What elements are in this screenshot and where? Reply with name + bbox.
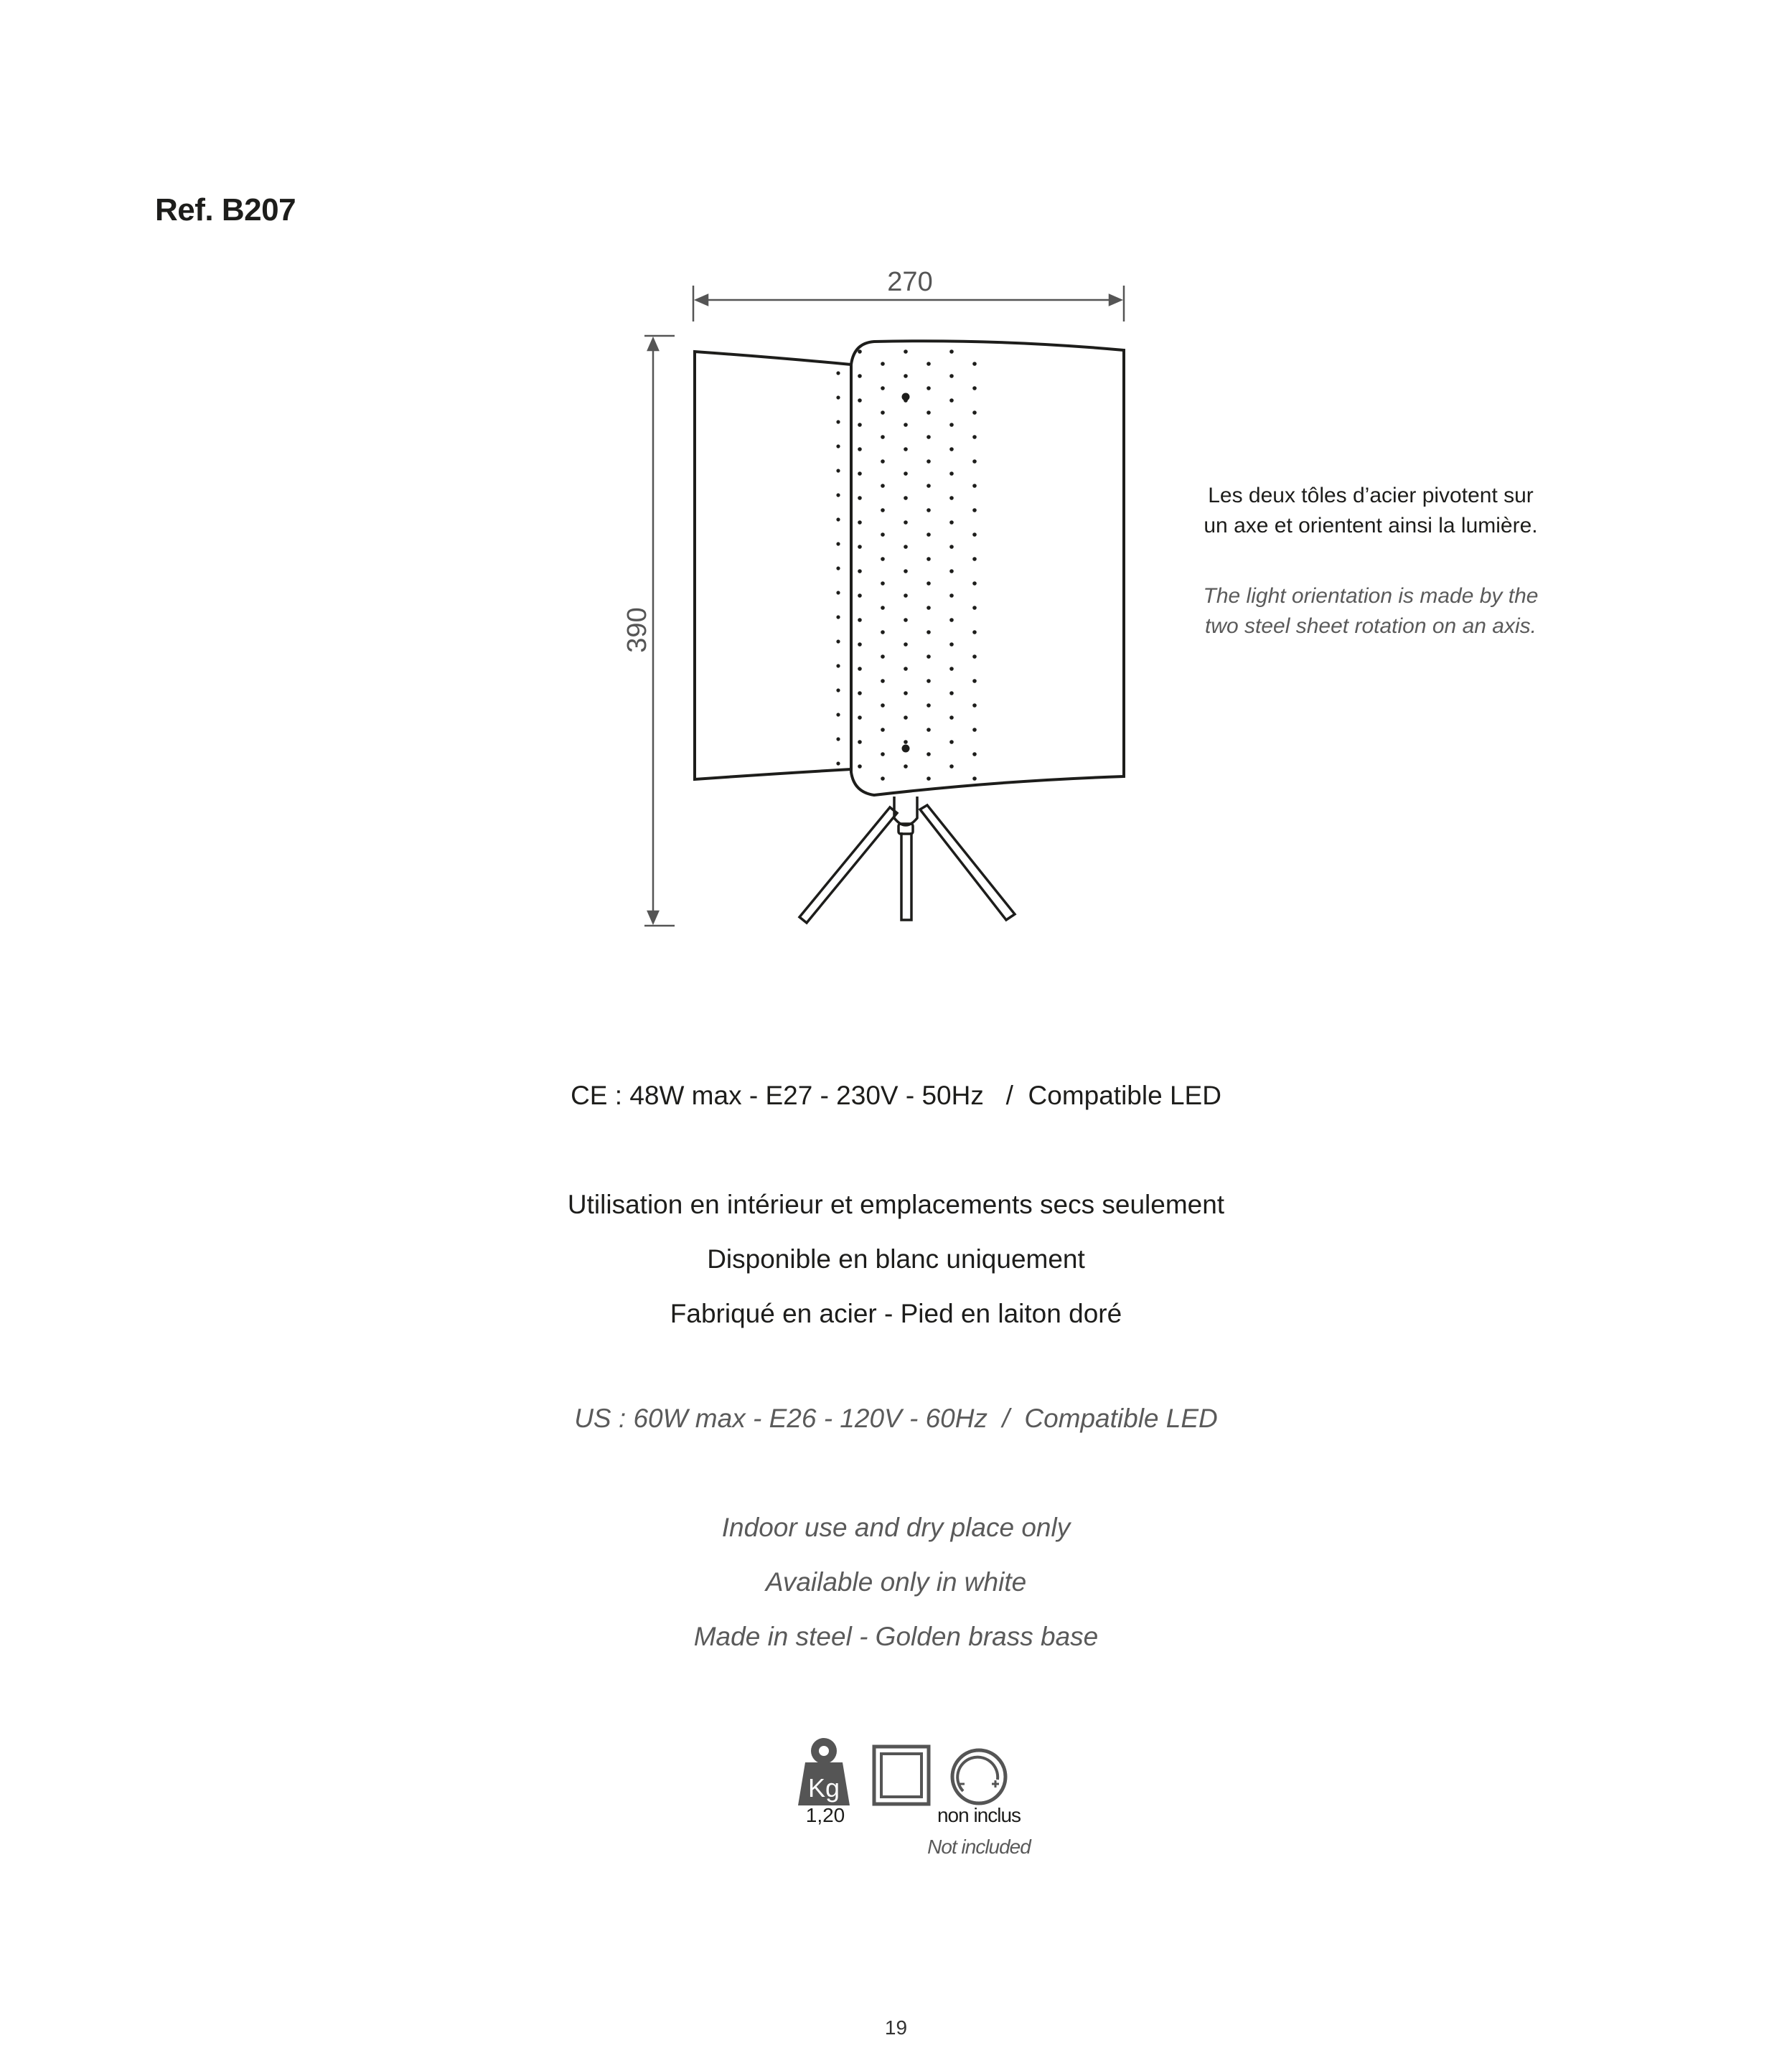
weight-icon xyxy=(798,1738,850,1805)
perforation-dot xyxy=(949,349,954,354)
perforation-dot xyxy=(904,740,908,744)
perforation-dot xyxy=(836,664,840,667)
perforation-dot xyxy=(949,398,954,403)
lamp-technical-drawing xyxy=(0,0,1792,947)
perforation-dot xyxy=(904,715,908,720)
us-spec: US : 60W max - E26 - 120V - 60Hz / Compatible LED xyxy=(574,1404,1218,1433)
perforation-dot xyxy=(836,444,840,448)
perforation-dot xyxy=(904,423,908,427)
perforation-dot xyxy=(881,728,885,732)
perforation-dot xyxy=(972,410,977,415)
perforation-dot xyxy=(858,447,862,451)
perforation-dot xyxy=(927,386,931,390)
perforation-dot xyxy=(904,447,908,451)
perforation-dot xyxy=(972,630,977,634)
perforation-dot xyxy=(972,728,977,732)
perforation-dot xyxy=(927,410,931,415)
perforation-dot xyxy=(949,667,954,671)
reference-title: Ref. B207 xyxy=(155,192,296,227)
perforation-dot xyxy=(858,667,862,671)
perforation-dot xyxy=(881,410,885,415)
perforation-dot xyxy=(881,679,885,683)
perforation-dot xyxy=(858,349,862,354)
perforation-dot xyxy=(949,642,954,647)
dimmer-label-fr: non inclus xyxy=(937,1804,1021,1826)
perforation-dot xyxy=(858,471,862,476)
perforation-dot xyxy=(858,374,862,378)
weight-icon-text: Kg xyxy=(807,1773,840,1803)
tripod-base xyxy=(799,797,1015,923)
perforation-dot xyxy=(927,606,931,610)
perforation-dot xyxy=(904,374,908,378)
en-material: Made in steel - Golden brass base xyxy=(693,1622,1099,1651)
perforation-dot xyxy=(904,496,908,500)
perforation-dot xyxy=(927,776,931,781)
perforation-dot xyxy=(949,618,954,622)
perforation-dot xyxy=(881,362,885,366)
perforation-dot xyxy=(881,776,885,781)
perforation-dot xyxy=(972,703,977,708)
perforation-dot xyxy=(927,362,931,366)
perforation-dot xyxy=(836,469,840,472)
perforation-dot xyxy=(881,703,885,708)
perforation-dot xyxy=(927,752,931,756)
dimmer-icon xyxy=(952,1750,1005,1803)
perforation-dot xyxy=(927,532,931,537)
perforation-dot xyxy=(904,618,908,622)
perforation-dot xyxy=(927,654,931,659)
perforation-dot xyxy=(836,688,840,692)
dimmer-label-en: Not included xyxy=(927,1836,1031,1858)
perforation-dot xyxy=(927,679,931,683)
perforation-dot xyxy=(927,484,931,488)
fr-usage: Utilisation en intérieur et emplacements secs seulement xyxy=(567,1190,1225,1219)
perforation-dot xyxy=(836,639,840,643)
perforation-dot xyxy=(972,435,977,439)
perforation-dot xyxy=(949,593,954,598)
description-en xyxy=(1177,581,1565,642)
ce-spec: CE : 48W max - E27 - 230V - 50Hz / Compatible LED xyxy=(571,1081,1221,1110)
perforation-dot xyxy=(972,484,977,488)
perforation-dot xyxy=(927,703,931,708)
perforation-dot xyxy=(927,435,931,439)
perforation-dot xyxy=(904,764,908,769)
perforation-dot xyxy=(881,459,885,464)
perforation-dot xyxy=(904,691,908,695)
perforation-dot xyxy=(972,386,977,390)
perforation-dot xyxy=(949,447,954,451)
perforation-dot xyxy=(836,566,840,570)
perforation-dot xyxy=(904,349,908,354)
perforation-dot xyxy=(836,395,840,399)
perforation-dot xyxy=(972,459,977,464)
perforation-dot xyxy=(927,630,931,634)
perforation-dot xyxy=(858,496,862,500)
perforation-dot xyxy=(949,496,954,500)
perforation-dot xyxy=(836,615,840,619)
fr-material: Fabriqué en acier - Pied en laiton doré xyxy=(670,1299,1122,1328)
perforation-dot xyxy=(972,581,977,586)
perforation-dot xyxy=(972,557,977,561)
page-number: 19 xyxy=(884,2016,908,2039)
perforation-dot xyxy=(836,591,840,594)
perforation-dot xyxy=(972,508,977,512)
perforation-dot xyxy=(972,606,977,610)
perforation-dot xyxy=(858,569,862,573)
height-label: 390 xyxy=(622,607,652,653)
description-en-line2: two steel sheet rotation on an axis. xyxy=(1205,614,1537,638)
perforation-dot xyxy=(836,542,840,545)
perforation-dot xyxy=(927,459,931,464)
perforation-dot xyxy=(904,569,908,573)
perforation-dot xyxy=(858,740,862,744)
perforation-dot xyxy=(836,420,840,423)
perforation-dot xyxy=(881,752,885,756)
class-ii-square-icon xyxy=(874,1747,929,1804)
fr-color: Disponible en blanc uniquement xyxy=(707,1244,1085,1274)
perforation-dot xyxy=(904,545,908,549)
perforation-dot xyxy=(949,545,954,549)
perforation-dot xyxy=(881,606,885,610)
perforation-dot xyxy=(902,745,910,753)
description-fr-line2: un axe et orientent ainsi la lumière. xyxy=(1204,514,1538,537)
perforation-dot xyxy=(881,435,885,439)
perforation-dot xyxy=(949,569,954,573)
perforation-dot xyxy=(972,776,977,781)
description-fr-line1: Les deux tôles d’acier pivotent sur xyxy=(1208,484,1534,507)
perforation-dot xyxy=(949,740,954,744)
perforation-dot xyxy=(949,423,954,427)
perforation-dot xyxy=(904,642,908,647)
perforation-dot xyxy=(858,423,862,427)
perforation-dot xyxy=(904,471,908,476)
perforation-dot xyxy=(836,517,840,521)
perforation-dot xyxy=(858,691,862,695)
description-fr xyxy=(1177,481,1565,541)
perforation-dot xyxy=(881,557,885,561)
left-steel-sheet xyxy=(695,352,851,779)
perforation-dot xyxy=(972,532,977,537)
perforation-dot xyxy=(904,520,908,525)
perforation-dot xyxy=(836,371,840,375)
description-en-line1: The light orientation is made by the xyxy=(1203,584,1539,608)
perforation-dot xyxy=(881,581,885,586)
perforation-dot xyxy=(881,484,885,488)
perforation-dot xyxy=(858,545,862,549)
perforation-dot xyxy=(904,667,908,671)
perforation-dot xyxy=(836,761,840,765)
perforation-dot xyxy=(881,508,885,512)
perforation-dot xyxy=(927,508,931,512)
perforation-dot xyxy=(881,630,885,634)
weight-value: 1,20 xyxy=(805,1804,845,1826)
perforation-dot xyxy=(949,715,954,720)
perforation-dot xyxy=(927,581,931,586)
perforation-dot xyxy=(836,737,840,741)
perforation-dot xyxy=(904,593,908,598)
perforation-dot xyxy=(949,471,954,476)
perforation-dot xyxy=(972,362,977,366)
perforation-dot xyxy=(836,713,840,716)
perforation-dot xyxy=(858,593,862,598)
perforation-dot xyxy=(949,691,954,695)
perforation-dot xyxy=(858,764,862,769)
en-usage: Indoor use and dry place only xyxy=(721,1513,1071,1542)
perforation-dot xyxy=(881,532,885,537)
perforation-dot xyxy=(949,520,954,525)
perforation-dot xyxy=(858,642,862,647)
right-steel-sheet xyxy=(851,341,1124,795)
perforation-dot xyxy=(836,493,840,497)
perforation-dot xyxy=(949,764,954,769)
perforation-dot xyxy=(972,679,977,683)
perforation-dot xyxy=(927,557,931,561)
perforation-dot xyxy=(972,654,977,659)
perforation-dot xyxy=(902,393,910,401)
perforation-dot xyxy=(881,386,885,390)
perforation-dot xyxy=(881,654,885,659)
perforation-dot xyxy=(858,398,862,403)
perforation-dot xyxy=(858,715,862,720)
perforation-dot xyxy=(927,728,931,732)
en-color: Available only in white xyxy=(765,1567,1027,1597)
width-label: 270 xyxy=(887,267,933,297)
perforation-dot xyxy=(858,618,862,622)
perforation-dot xyxy=(949,374,954,378)
perforation-dot xyxy=(858,520,862,525)
perforation-dot xyxy=(972,752,977,756)
